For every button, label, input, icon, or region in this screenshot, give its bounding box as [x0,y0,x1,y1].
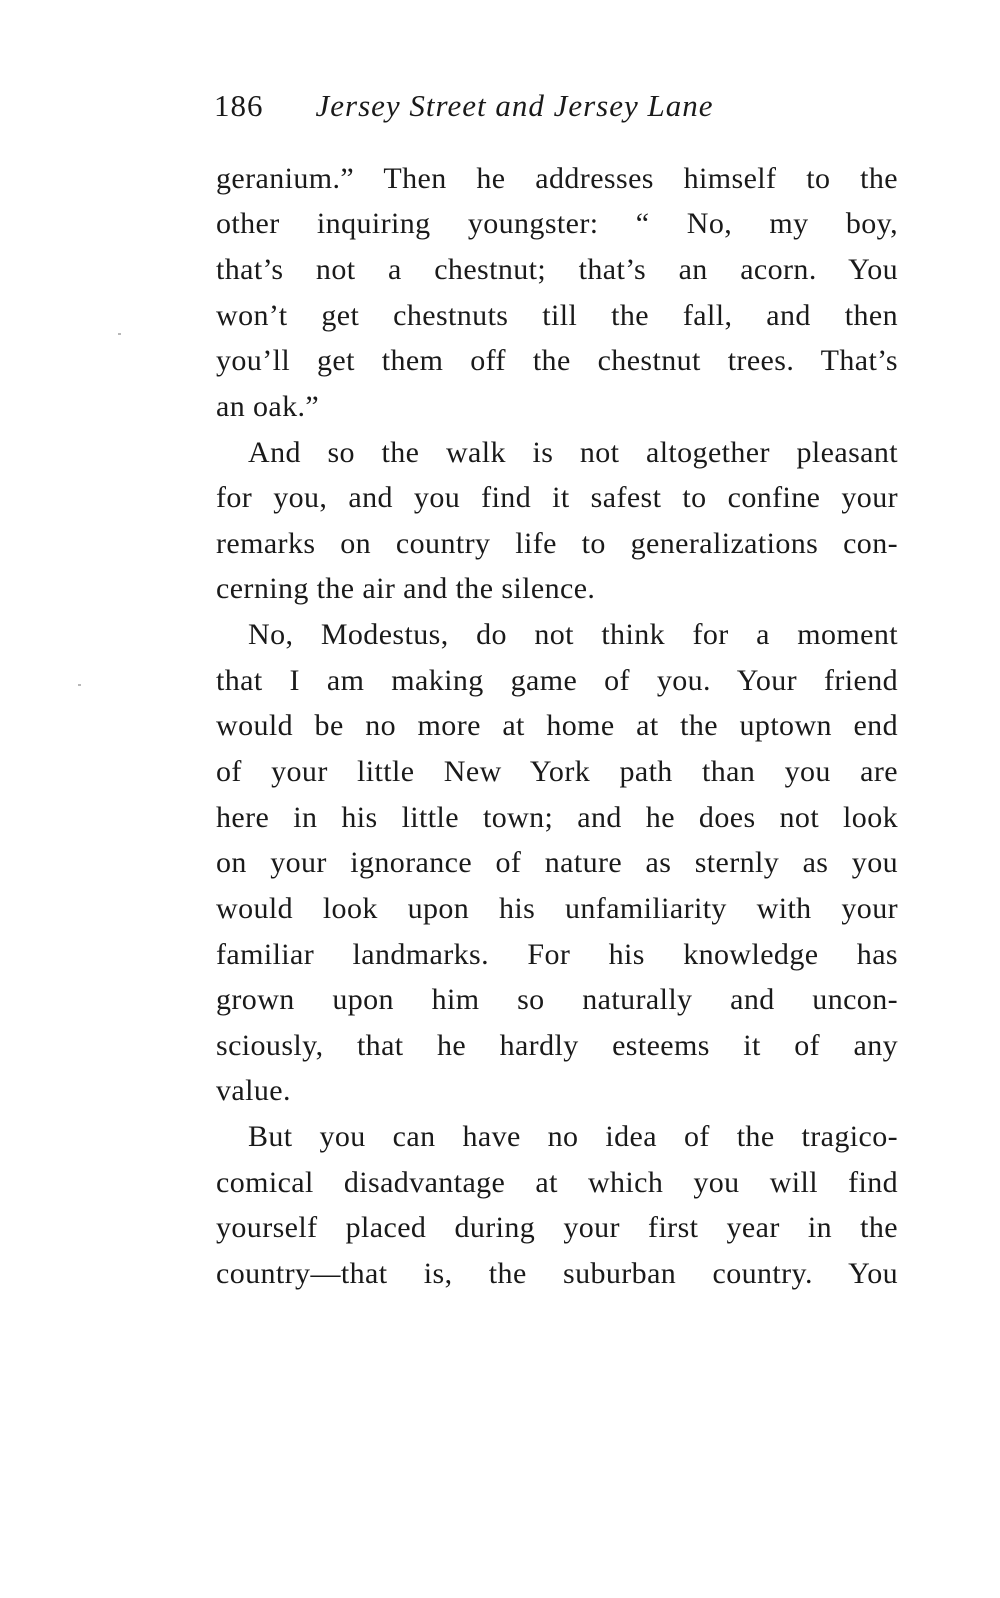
scan-speck [78,684,81,686]
page-number: 186 [214,88,264,123]
text-line: other inquiring youngster: “ No, my boy, [216,207,898,240]
paragraph-first-line: No, Modestus, do not think for a moment [248,618,898,651]
text-line: of your little New York path than you are [216,755,898,788]
text-line: comical disadvantage at which you will find [216,1166,898,1199]
running-header [214,82,904,130]
text-line: remarks on country life to generalizations con- [216,527,898,560]
text-line: yourself placed during your first year in the [216,1211,898,1244]
scan-speck [118,333,121,335]
text-line: won’t get chestnuts till the fall, and then [216,299,898,332]
text-line: on your ignorance of nature as sternly as you [216,846,898,879]
paragraph-first-line: And so the walk is not altogether pleasant [248,436,898,469]
text-line: would look upon his unfamiliarity with your [216,892,898,925]
text-line: sciously, that he hardly esteems it of any [216,1029,898,1062]
text-line: that I am making game of you. Your friend [216,664,898,697]
text-line: grown upon him so naturally and uncon- [216,983,898,1016]
paragraph-first-line: But you can have no idea of the tragico- [248,1120,898,1153]
text-line: geranium.” Then he addresses himself to the [216,162,898,195]
text-line: an oak.” [216,390,320,423]
text-line: you’ll get them off the chestnut trees. That’s [216,344,898,377]
running-title: Jersey Street and Jersey Lane [315,88,714,123]
text-line: country—that is, the suburban country. You [216,1257,898,1290]
text-line: for you, and you find it safest to confine your [216,481,898,514]
text-line: familiar landmarks. For his knowledge has [216,938,898,971]
text-line: value. [216,1074,291,1107]
text-line: here in his little town; and he does not look [216,801,898,834]
text-line: would be no more at home at the uptown end [216,709,898,742]
text-line: that’s not a chestnut; that’s an acorn. You [216,253,898,286]
text-line: cerning the air and the silence. [216,572,596,605]
